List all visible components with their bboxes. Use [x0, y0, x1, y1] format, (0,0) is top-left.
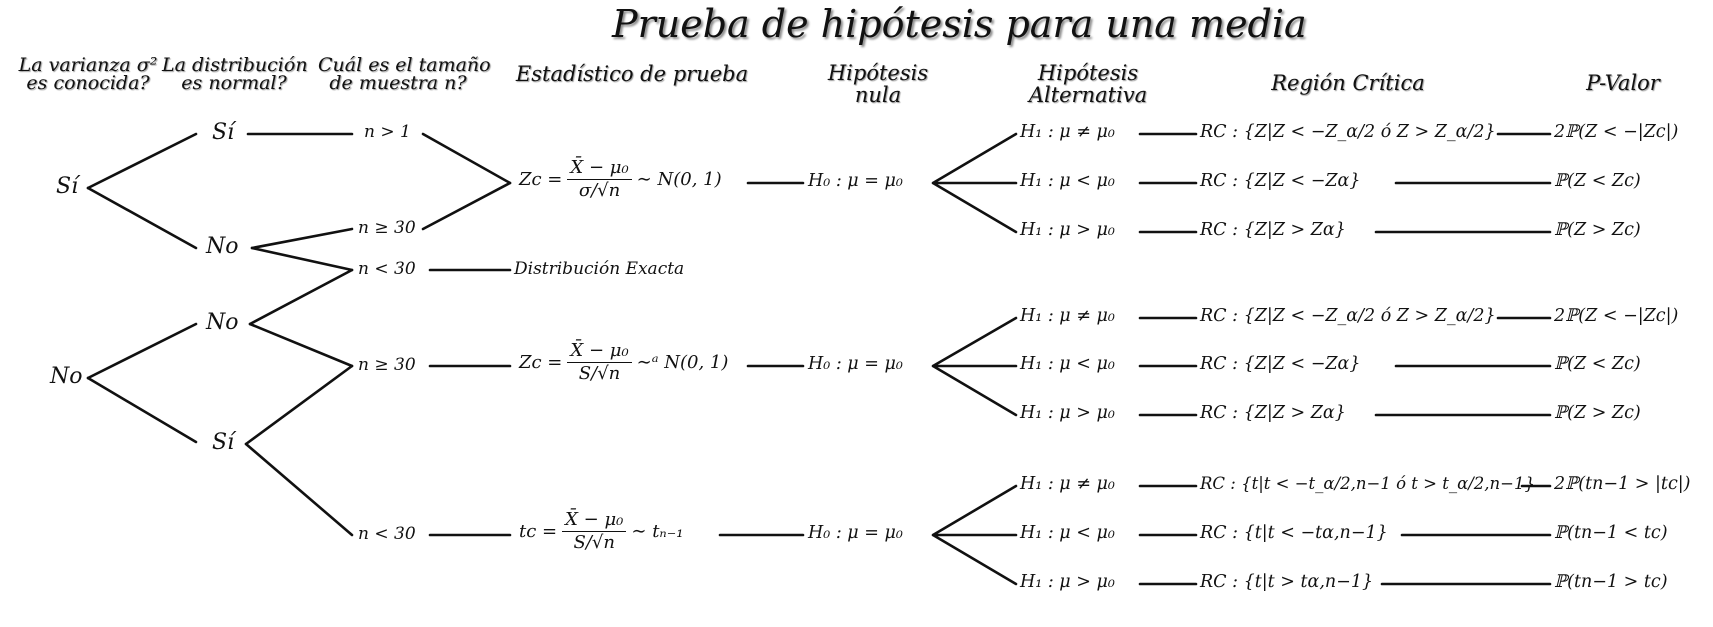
node-n-lt-30-a: n < 30: [358, 259, 416, 279]
p-value-g3-1: 2ℙ(tn−1 > |tc|): [1554, 474, 1691, 494]
header-null: [808, 62, 948, 106]
alt-hypothesis-g3-3: H₁ : μ > μ₀: [1020, 572, 1115, 592]
p-value-g1-3: ℙ(Z > Zc): [1554, 220, 1641, 240]
h1-rc-group-3: [1140, 486, 1196, 584]
p-value-g2-1: 2ℙ(Z < −|Zc|): [1554, 306, 1679, 326]
edge-dno-n30a: [252, 229, 352, 248]
h1-rc-group-1: [1140, 134, 1196, 232]
edge-n30a-zc: [423, 183, 510, 229]
edge-vyes-dno: [88, 188, 196, 248]
alt-hypothesis-g1-3: H₁ : μ > μ₀: [1020, 220, 1115, 240]
edge-n1-zc: [423, 134, 510, 183]
rc-p-group-1: [1376, 134, 1550, 232]
null-hypothesis-1: H₀ : μ = μ₀: [808, 171, 903, 191]
statistic-3-denominator: S/√n: [573, 532, 615, 553]
header-alternative-line-1: Hipótesis: [1037, 61, 1139, 85]
header-distribution-line-2: es normal?: [181, 72, 287, 94]
header-alternative-line-2: Alternativa: [1028, 83, 1148, 107]
node-n-lt-30-b: n < 30: [358, 524, 416, 544]
node-n-ge-30-b: n ≥ 30: [358, 355, 416, 375]
critical-region-g3-2: RC : {t|t < −tα,n−1}: [1200, 523, 1388, 543]
p-value-g2-2: ℙ(Z < Zc): [1554, 354, 1641, 374]
fan-group-3: [933, 486, 1016, 584]
p-value-g3-3: ℙ(tn−1 > tc): [1554, 572, 1668, 592]
alt-hypothesis-g2-3: H₁ : μ > μ₀: [1020, 403, 1115, 423]
alt-hypothesis-g3-2: H₁ : μ < μ₀: [1020, 523, 1115, 543]
statistic-zc-asymptotic: [516, 341, 731, 384]
critical-region-g1-2: RC : {Z|Z < −Zα}: [1200, 171, 1361, 191]
header-p-value: [1558, 71, 1688, 95]
node-dist-yes-lower: Sí: [212, 430, 235, 455]
rc-p-group-3: [1382, 486, 1550, 584]
header-sample-size: [318, 54, 491, 94]
statistic-3-rhs: ∼ tₙ₋₁: [631, 521, 684, 542]
statistic-1-rhs: ∼ N(0, 1): [636, 169, 722, 190]
critical-region-g2-3: RC : {Z|Z > Zα}: [1200, 403, 1346, 423]
edge-vno-dyes: [88, 378, 196, 442]
header-statistic: [508, 62, 756, 86]
statistic-3-numerator: X̄ − μ₀: [562, 510, 626, 532]
p-value-g3-2: ℙ(tn−1 < tc): [1554, 523, 1668, 543]
alt-hypothesis-g3-1: H₁ : μ ≠ μ₀: [1020, 474, 1115, 494]
node-variance-yes: Sí: [56, 174, 79, 199]
edge-dyes2-n30b: [246, 366, 352, 444]
page-title: Prueba de hipótesis para una media: [612, 2, 1307, 46]
statistic-3-fraction: [562, 510, 626, 553]
p-value-g1-2: ℙ(Z < Zc): [1554, 171, 1641, 191]
statistic-2-rhs: ∼ᵃ N(0, 1): [636, 352, 729, 373]
edge-dno2-n30b: [250, 324, 352, 366]
node-n-ge-30-a: n ≥ 30: [358, 218, 416, 238]
header-sample-size-line-2: de muestra n?: [329, 72, 467, 94]
fan-group-2: [933, 318, 1016, 415]
node-dist-yes-upper: Sí: [212, 120, 235, 145]
header-p-value-line-1: P-Valor: [1586, 71, 1660, 95]
rc-p-group-2: [1376, 318, 1550, 415]
alt-hypothesis-g2-2: H₁ : μ < μ₀: [1020, 354, 1115, 374]
node-dist-no-upper: No: [206, 234, 239, 259]
header-alternative: [1018, 62, 1158, 106]
header-null-line-1: Hipótesis: [827, 61, 929, 85]
alt-hypothesis-g1-1: H₁ : μ ≠ μ₀: [1020, 122, 1115, 142]
h1-rc-group-2: [1140, 318, 1196, 415]
fan-group-1: [933, 134, 1016, 232]
alt-hypothesis-g2-1: H₁ : μ ≠ μ₀: [1020, 306, 1115, 326]
header-sample-size-line-1: Cuál es el tamaño: [318, 54, 491, 76]
alt-hypothesis-g1-2: H₁ : μ < μ₀: [1020, 171, 1115, 191]
edge-dyes2-nlt30b: [246, 444, 352, 535]
critical-region-g1-1: RC : {Z|Z < −Z_α/2 ó Z > Z_α/2}: [1200, 122, 1496, 142]
node-exact-distribution: Distribución Exacta: [514, 259, 685, 279]
header-variance-line-2: es conocida?: [26, 72, 150, 94]
statistic-tc: [516, 510, 686, 553]
header-statistic-line-1: Estadístico de prueba: [515, 62, 749, 86]
node-dist-no-lower: No: [206, 310, 239, 335]
edge-dno2-nlt30a: [250, 270, 352, 324]
critical-region-g3-3: RC : {t|t > tα,n−1}: [1200, 572, 1374, 592]
statistic-1-numerator: X̄ − μ₀: [567, 158, 631, 180]
statistic-1-fraction: [567, 158, 631, 201]
statistic-2-lhs: Zc =: [519, 352, 563, 373]
statistic-zc-known-variance: [516, 158, 725, 201]
p-value-g2-3: ℙ(Z > Zc): [1554, 403, 1641, 423]
header-variance: [14, 56, 162, 92]
critical-region-g1-3: RC : {Z|Z > Zα}: [1200, 220, 1346, 240]
statistic-1-denominator: σ/√n: [578, 180, 621, 201]
node-variance-no: No: [50, 364, 83, 389]
header-critical-region-line-1: Región Crítica: [1271, 71, 1425, 95]
critical-region-g2-1: RC : {Z|Z < −Z_α/2 ó Z > Z_α/2}: [1200, 306, 1496, 326]
edge-dno-nlt30a: [252, 248, 352, 270]
header-null-line-2: nula: [854, 83, 902, 107]
null-hypothesis-2: H₀ : μ = μ₀: [808, 354, 903, 374]
header-variance-line-1: La varianza σ²: [18, 54, 158, 76]
statistic-1-lhs: Zc =: [519, 169, 563, 190]
p-value-g1-1: 2ℙ(Z < −|Zc|): [1554, 122, 1679, 142]
critical-region-g3-1: RC : {t|t < −t_α/2,n−1 ó t > t_α/2,n−1}: [1200, 474, 1535, 493]
header-distribution-line-1: La distribución: [162, 54, 308, 76]
statistic-2-fraction: [567, 341, 631, 384]
statistic-2-numerator: X̄ − μ₀: [567, 341, 631, 363]
node-n-gt-1: n > 1: [364, 122, 411, 142]
statistic-3-lhs: tc =: [519, 521, 558, 542]
critical-region-g2-2: RC : {Z|Z < −Zα}: [1200, 354, 1361, 374]
header-critical-region: [1238, 71, 1458, 95]
header-distribution: [162, 56, 306, 92]
null-hypothesis-3: H₀ : μ = μ₀: [808, 523, 903, 543]
edge-vno-dno: [88, 324, 196, 378]
statistic-2-denominator: S/√n: [578, 363, 621, 384]
edge-vyes-dyes: [88, 134, 196, 188]
